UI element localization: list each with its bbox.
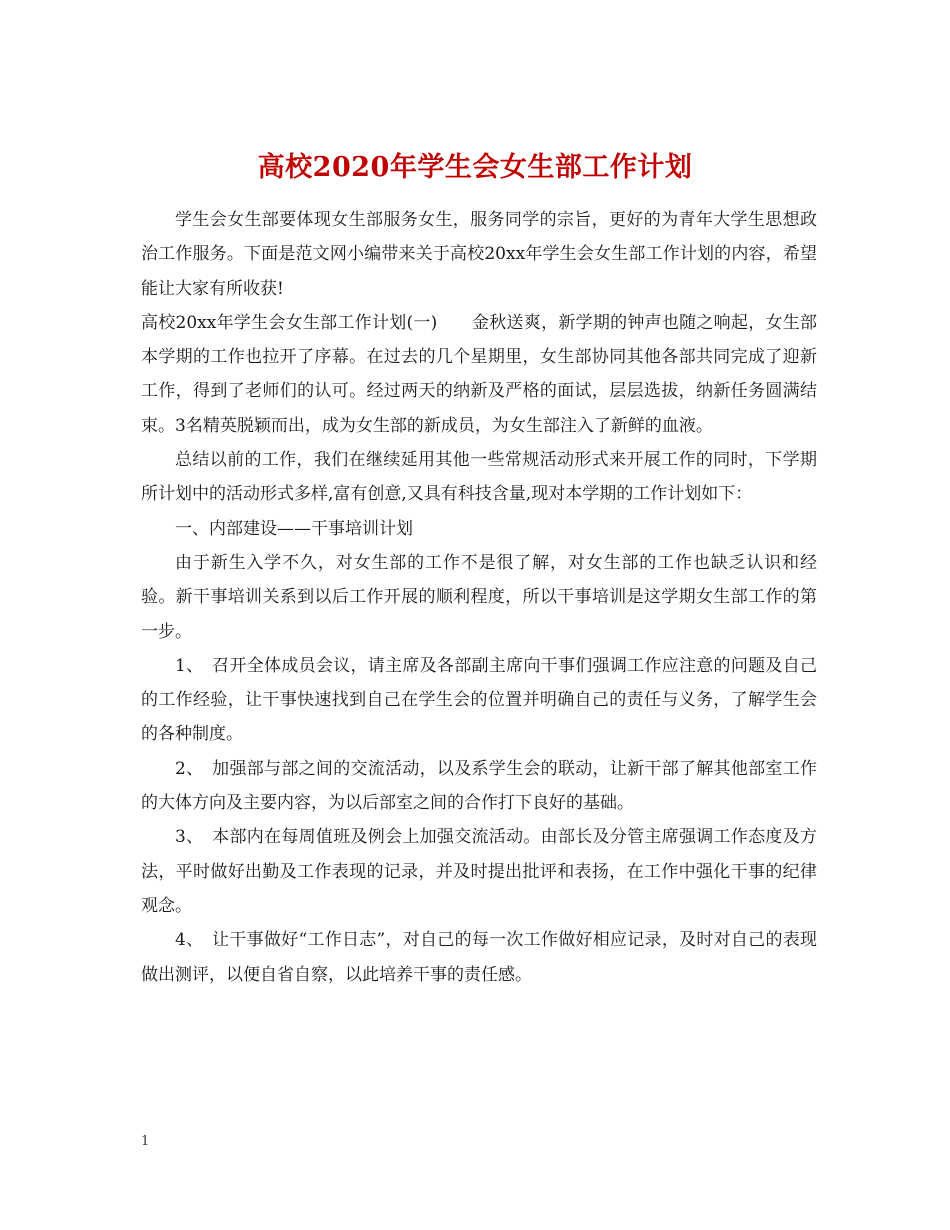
document-body — [141, 203, 817, 992]
page-number: 1 — [141, 1134, 150, 1149]
paragraph-plan-one: 高校20xx年学生会女生部工作计划(一) 金秋送爽，新学期的钟声也随之响起，女生部本学期的工作也拉开了序幕。在过去的几个星期里，女生部协同其他各部共同完成了迎新工作，得到了老师们的认可。经过两天的纳新及严格的面试，层层选拔，纳新任务圆满结束。3名精英脱颖而出，成为女生部的新成员，为女生部注入了新鲜的血液。 — [141, 312, 817, 436]
document-title: 高校2020年学生会女生部工作计划 — [257, 152, 693, 184]
list-item-3: 3、 本部内在每周值班及例会上加强交流活动。由部长及分管主席强调工作态度及方法，平时做好出勤及工作表现的记录，并及时提出批评和表扬，在工作中强化干事的纪律观念。 — [141, 827, 817, 916]
list-item-4: 4、 让干事做好“工作日志”，对自己的每一次工作做好相应记录，及时对自己的表现做出测评，以便自省自察，以此培养干事的责任感。 — [141, 930, 817, 985]
paragraph-intro: 学生会女生部要体现女生部服务女生，服务同学的宗旨，更好的为青年大学生思想政治工作服务。下面是范文网小编带来关于高校20xx年学生会女生部工作计划的内容，希望能让大家有所收获! — [141, 210, 817, 299]
list-item-2: 2、 加强部与部之间的交流活动，以及系学生会的联动，让新干部了解其他部室工作的大体方向及主要内容，为以后部室之间的合作打下良好的基础。 — [141, 758, 817, 814]
section-heading-internal-building: 一、内部建设——干事培训计划 — [175, 518, 413, 539]
paragraph-training-background: 由于新生入学不久，对女生部的工作不是很了解，对女生部的工作也缺乏认识和经验。新干事培训关系到以后工作开展的顺利程度，所以干事培训是这学期女生部工作的第一步。 — [141, 552, 817, 642]
list-item-1: 1、 召开全体成员会议，请主席及各部副主席向干事们强调工作应注意的问题及自己的工作经验，让干事快速找到自己在学生会的位置并明确自己的责任与义务，了解学生会的各种制度。 — [141, 655, 817, 745]
paragraph-summary: 总结以前的工作，我们在继续延用其他一些常规活动形式来开展工作的同时，下学期所计划中的活动形式多样,富有创意,又具有科技含量,现对本学期的工作计划如下： — [141, 450, 817, 505]
